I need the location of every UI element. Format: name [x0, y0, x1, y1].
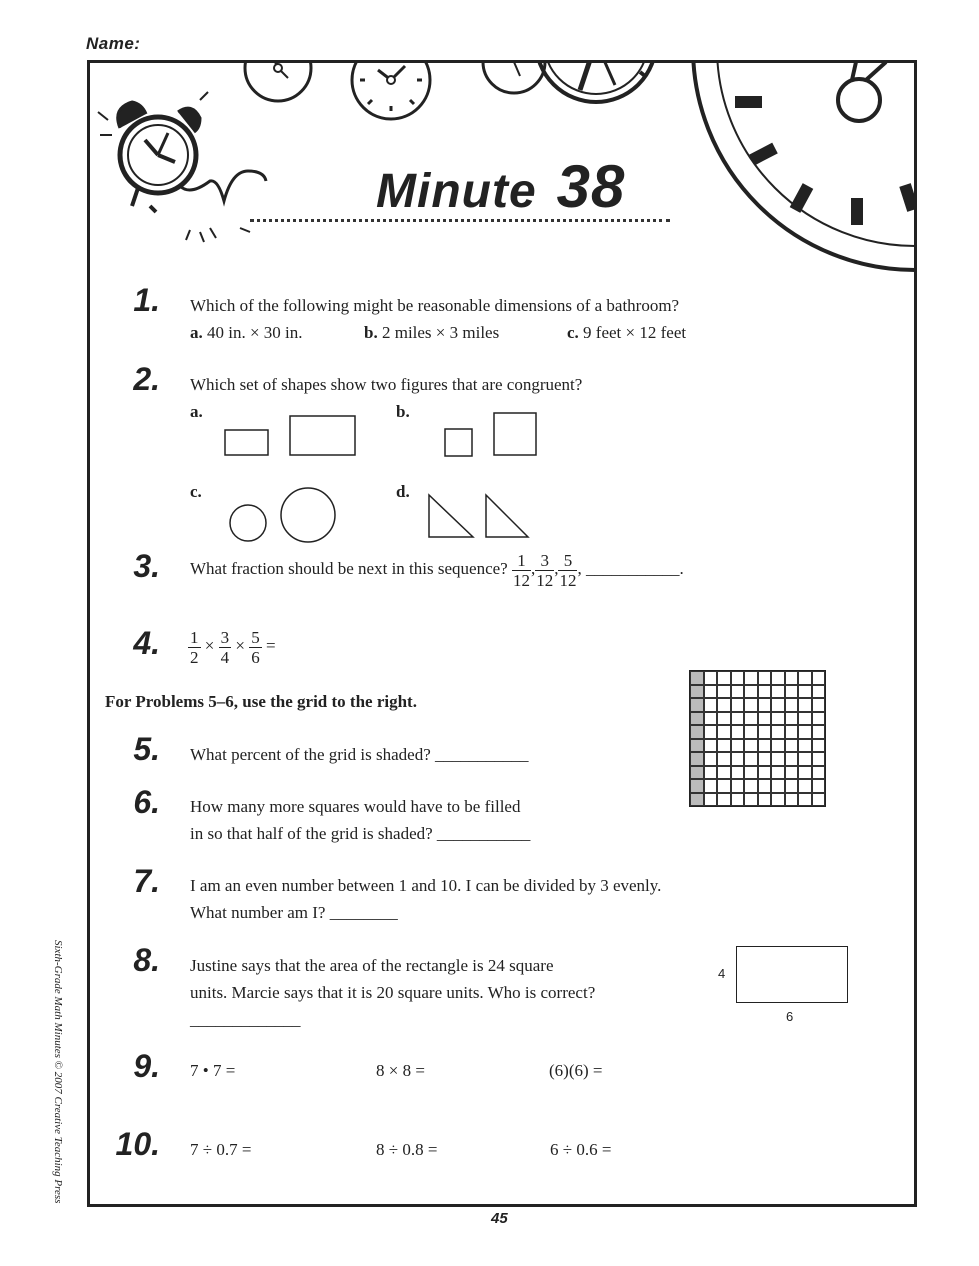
question-9-b: 8 × 8 =: [376, 1061, 425, 1080]
grid-cell-shaded: [690, 779, 704, 793]
grid-cell: [798, 752, 812, 766]
grid-cell: [771, 685, 785, 699]
grid-cell: [771, 752, 785, 766]
question-2-label-c: c.: [190, 482, 202, 501]
small-clock-icon-1: [245, 35, 311, 101]
question-1-choice-b: b. 2 miles × 3 miles: [364, 323, 500, 342]
grid-cell: [717, 739, 731, 753]
grid-cell: [785, 766, 799, 780]
grid-cell: [744, 739, 758, 753]
page-title: [376, 152, 625, 221]
shape-d-triangle-2: [486, 495, 528, 537]
question-2-text: Which set of shapes show two figures that are congruent?: [190, 375, 583, 394]
grid-cell: [798, 698, 812, 712]
grid-cell: [758, 671, 772, 685]
question-9-a: 7 • 7 =: [190, 1061, 236, 1080]
question-6-number: 6.: [133, 784, 160, 820]
grid-cell: [704, 685, 718, 699]
grid-cell-shaded: [690, 725, 704, 739]
shape-b-large-square: [494, 413, 536, 455]
grid-cell: [744, 779, 758, 793]
grid-cell: [785, 793, 799, 807]
grid-cell: [744, 712, 758, 726]
grid-cell: [717, 725, 731, 739]
grid-cell: [704, 698, 718, 712]
question-5-text: What percent of the grid is shaded? ___________: [190, 745, 529, 764]
grid-cell: [758, 793, 772, 807]
grid-cell-shaded: [690, 698, 704, 712]
title-number: 38: [556, 153, 626, 220]
question-2-label-b: b.: [396, 402, 410, 421]
grid-cell: [717, 779, 731, 793]
grid-cell: [771, 698, 785, 712]
question-1-choice-c: c. 9 feet × 12 feet: [567, 323, 687, 342]
grid-cell: [785, 671, 799, 685]
question-8-line-1: Justine says that the area of the rectangle is 24 square: [190, 956, 554, 975]
grid-cell-shaded: [690, 685, 704, 699]
grid-cell: [812, 752, 826, 766]
grid-cell: [731, 698, 745, 712]
grid-cell: [744, 793, 758, 807]
grid-cell: [704, 739, 718, 753]
fraction-3-12: $\frac{3}{12}$: [536, 550, 554, 590]
grid-cell: [704, 725, 718, 739]
grid-cell: [744, 766, 758, 780]
grid-cell: [812, 685, 826, 699]
question-2-label-d: d.: [396, 482, 410, 501]
question-5-number: 5.: [133, 731, 160, 767]
question-3-number: 3.: [133, 548, 160, 584]
question-1-number: 1.: [133, 282, 160, 318]
grid-cell: [785, 752, 799, 766]
grid-cell: [812, 712, 826, 726]
shape-a-large-rectangle: [290, 416, 355, 455]
grid-cell: [812, 766, 826, 780]
question-8-line-3: _____________: [190, 1010, 301, 1029]
grid-cell: [744, 671, 758, 685]
grid-cell: [704, 712, 718, 726]
grid-cell: [704, 752, 718, 766]
question-3-text: What fraction should be next in this sequence? $\frac{1}{12}$ , $\frac{3}{12}$ , $\frac{5}{12}$ , ___________.: [190, 550, 684, 590]
grid-cell: [744, 698, 758, 712]
grid-cell-shaded: [690, 712, 704, 726]
grid-cell: [798, 779, 812, 793]
grid-cell-shaded: [690, 671, 704, 685]
grid-cell: [771, 793, 785, 807]
question-8-line-2: units. Marcie says that it is 20 square units. Who is correct?: [190, 983, 596, 1002]
grid-cell: [812, 793, 826, 807]
grid-cell: [704, 766, 718, 780]
title-word: Minute: [376, 165, 537, 218]
grid-cell: [731, 725, 745, 739]
grid-cell: [798, 793, 812, 807]
shape-d-triangle-1: [429, 495, 473, 537]
medium-clock-icon: [536, 0, 656, 102]
area-rectangle: [736, 946, 848, 1003]
grid-cell: [812, 779, 826, 793]
page-number: 45: [491, 1210, 508, 1227]
grid-cell: [717, 793, 731, 807]
grid-cell: [744, 725, 758, 739]
question-1-text: Which of the following might be reasonable dimensions of a bathroom?: [190, 296, 680, 315]
rectangle-bottom-label: 6: [786, 1009, 794, 1024]
question-10-c: 6 ÷ 0.6 =: [550, 1140, 612, 1159]
grid-cell: [717, 698, 731, 712]
grid-cell: [758, 766, 772, 780]
question-7-number: 7.: [133, 863, 160, 899]
question-2-shapes: [220, 405, 550, 545]
grid-cell: [771, 671, 785, 685]
shape-c-large-circle: [281, 488, 335, 542]
grid-cell: [758, 739, 772, 753]
grid-cell: [717, 671, 731, 685]
grid-cell: [812, 671, 826, 685]
grid-cell: [731, 739, 745, 753]
grid-cell: [731, 779, 745, 793]
grid-cell: [771, 739, 785, 753]
grid-cell: [771, 766, 785, 780]
grid-cell: [704, 671, 718, 685]
question-4-expression: $\frac{1}{2}$ × $\frac{3}{4}$ × $\frac{5}{6}$ =: [190, 627, 276, 667]
grid-cell: [771, 712, 785, 726]
grid-cell: [812, 739, 826, 753]
question-6-line-1: How many more squares would have to be filled: [190, 797, 521, 816]
grid-cell: [798, 725, 812, 739]
answer-blank: ___________.: [585, 559, 684, 578]
grid-cell: [771, 725, 785, 739]
grid-cell: [758, 698, 772, 712]
grid-cell: [717, 766, 731, 780]
grid-cell: [758, 685, 772, 699]
grid-cell: [731, 752, 745, 766]
grid-cell: [812, 698, 826, 712]
question-10-a: 7 ÷ 0.7 =: [190, 1140, 252, 1159]
grid-cell: [731, 793, 745, 807]
fraction-1-12: $\frac{1}{12}$: [512, 550, 530, 590]
clock-decorations: [0, 0, 979, 300]
grid-cell: [731, 766, 745, 780]
grid-cell: [798, 671, 812, 685]
grid-cell: [812, 725, 826, 739]
question-10-b: 8 ÷ 0.8 =: [376, 1140, 438, 1159]
copyright-side-text: Sixth-Grade Math Minutes © 2007 Creative Teaching Press: [52, 940, 64, 1204]
question-9-c: (6)(6) =: [549, 1061, 603, 1080]
grid-cell: [744, 752, 758, 766]
grid-cell: [744, 685, 758, 699]
rectangle-side-label: 4: [718, 966, 726, 981]
question-4-number: 4.: [133, 625, 160, 661]
grid-cell: [731, 671, 745, 685]
fraction-5-12: $\frac{5}{12}$: [559, 550, 577, 590]
grid-cell: [731, 712, 745, 726]
grid-cell: [798, 712, 812, 726]
grid-cell: [717, 752, 731, 766]
name-label: Name:: [86, 34, 141, 53]
shape-b-small-square: [445, 429, 472, 456]
hundred-grid: [689, 670, 826, 807]
question-7-line-2: What number am I? ________: [190, 903, 398, 922]
shape-a-small-rectangle: [225, 430, 268, 455]
shape-c-small-circle: [230, 505, 266, 541]
small-clock-icon-3: [483, 31, 545, 93]
grid-cell: [785, 725, 799, 739]
grid-cell: [758, 752, 772, 766]
grid-cell: [798, 685, 812, 699]
grid-cell: [785, 698, 799, 712]
grid-cell-shaded: [690, 793, 704, 807]
grid-cell-shaded: [690, 739, 704, 753]
grid-cell: [798, 739, 812, 753]
grid-cell: [785, 685, 799, 699]
grid-cell: [798, 766, 812, 780]
grid-cell: [704, 779, 718, 793]
grid-cell: [758, 779, 772, 793]
question-9-number: 9.: [133, 1048, 160, 1084]
grid-cell: [717, 712, 731, 726]
question-2-label-a: a.: [190, 402, 203, 421]
grid-instruction: For Problems 5–6, use the grid to the right.: [105, 692, 417, 711]
grid-cell: [758, 712, 772, 726]
grid-cell: [785, 712, 799, 726]
question-1-choice-a: a. 40 in. × 30 in.: [190, 323, 303, 342]
grid-cell: [785, 779, 799, 793]
grid-cell-shaded: [690, 752, 704, 766]
grid-cell: [758, 725, 772, 739]
grid-cell-shaded: [690, 766, 704, 780]
question-10-number: 10.: [115, 1126, 160, 1162]
question-2-number: 2.: [133, 361, 160, 397]
large-clock-icon: [693, 0, 979, 270]
grid-cell: [771, 779, 785, 793]
question-6-line-2: in so that half of the grid is shaded? ___________: [190, 824, 531, 843]
question-8-number: 8.: [133, 942, 160, 978]
question-7-line-1: I am an even number between 1 and 10. I can be divided by 3 evenly.: [190, 876, 662, 895]
title-dotted-rule: [250, 219, 670, 222]
alarm-clock-icon: [98, 92, 266, 242]
grid-cell: [704, 793, 718, 807]
grid-cell: [717, 685, 731, 699]
grid-cell: [731, 685, 745, 699]
grid-cell: [785, 739, 799, 753]
small-clock-icon-2: [352, 41, 430, 119]
